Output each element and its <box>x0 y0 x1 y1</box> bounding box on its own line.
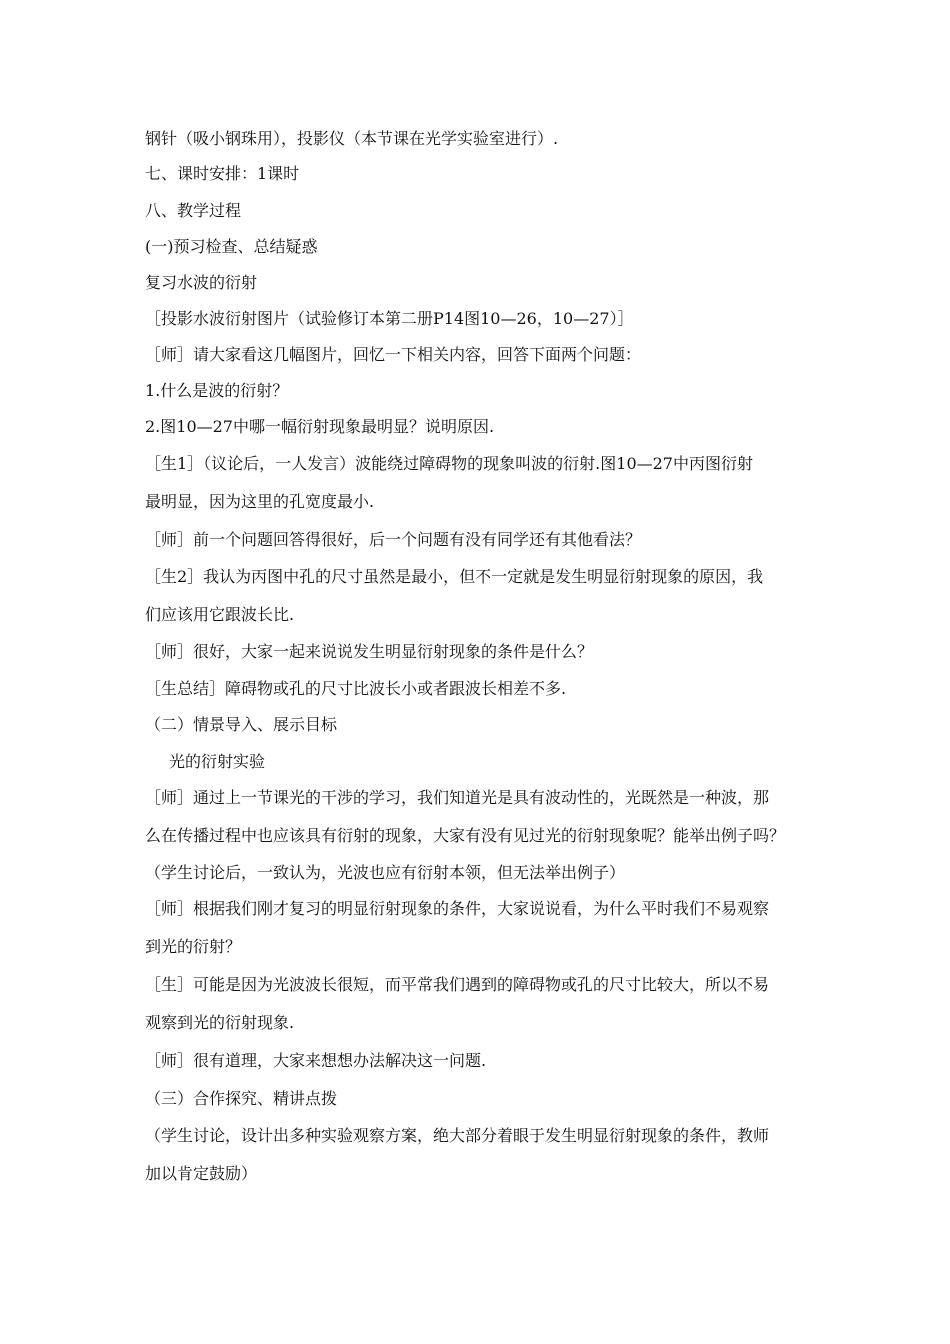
text-line: 2.图10—27中哪一幅衍射现象最明显？说明原因. <box>145 417 495 436</box>
text-line: ［师］前一个问题回答得很好，后一个问题有没有同学还有其他看法？ <box>145 530 642 549</box>
text-line: ［师］很有道理，大家来想想办法解决这一问题. <box>145 1051 487 1070</box>
subsection-heading: (一)预习检查、总结疑惑 <box>145 237 318 256</box>
text-line: 光的衍射实验 <box>169 752 266 771</box>
text-line: （学生讨论，设计出多种实验观察方案，绝大部分着眼于发生明显衍射现象的条件，教师 <box>145 1126 770 1145</box>
subsection-heading: （二）情景导入、展示目标 <box>145 715 338 734</box>
text-line: 最明显，因为这里的孔宽度最小. <box>145 492 375 511</box>
subsection-heading: （三）合作探究、精讲点拨 <box>145 1089 338 1108</box>
text-line: 复习水波的衍射 <box>145 273 258 292</box>
text-line: ［生1］（议论后，一人发言）波能绕过障碍物的现象叫波的衍射.图10—27中丙图衍射 <box>145 454 753 473</box>
text-line: 七、课时安排：1课时 <box>145 164 300 183</box>
text-line: ［师］很好，大家一起来说说发生明显衍射现象的条件是什么？ <box>145 642 594 661</box>
text-line: 到光的衍射？ <box>145 937 242 956</box>
text-line: ［师］根据我们刚才复习的明显衍射现象的条件，大家说说看，为什么平时我们不易观察 <box>145 899 770 918</box>
section-heading: 八、教学过程 <box>145 201 242 220</box>
text-line: ［师］通过上一节课光的干涉的学习，我们知道光是具有波动性的，光既然是一种波，那 <box>145 788 770 807</box>
text-line: 加以肯定鼓励） <box>145 1164 258 1183</box>
text-line: ［师］请大家看这几幅图片，回忆一下相关内容，回答下面两个问题： <box>145 345 642 364</box>
text-line: 1.什么是波的衍射？ <box>145 381 289 400</box>
text-line: （学生讨论后，一致认为，光波也应有衍射本领，但无法举出例子） <box>145 863 626 882</box>
text-line: 们应该用它跟波长比. <box>145 605 295 624</box>
text-line: 么在传播过程中也应该具有衍射的现象，大家有没有见过光的衍射现象呢？能举出例子吗？ <box>145 826 786 845</box>
text-line: ［生总结］障碍物或孔的尺寸比波长小或者跟波长相差不多. <box>145 679 567 698</box>
text-line: 钢针（吸小钢珠用），投影仪（本节课在光学实验室进行）. <box>145 129 559 148</box>
text-line: ［投影水波衍射图片（试验修订本第二册P14图10—26，10—27）］ <box>145 309 634 328</box>
text-line: ［生2］我认为丙图中孔的尺寸虽然是最小，但不一定就是发生明显衍射现象的原因，我 <box>145 567 764 586</box>
text-line: ［生］可能是因为光波波长很短，而平常我们遇到的障碍物或孔的尺寸比较大，所以不易 <box>145 975 770 994</box>
text-line: 观察到光的衍射现象. <box>145 1013 295 1032</box>
